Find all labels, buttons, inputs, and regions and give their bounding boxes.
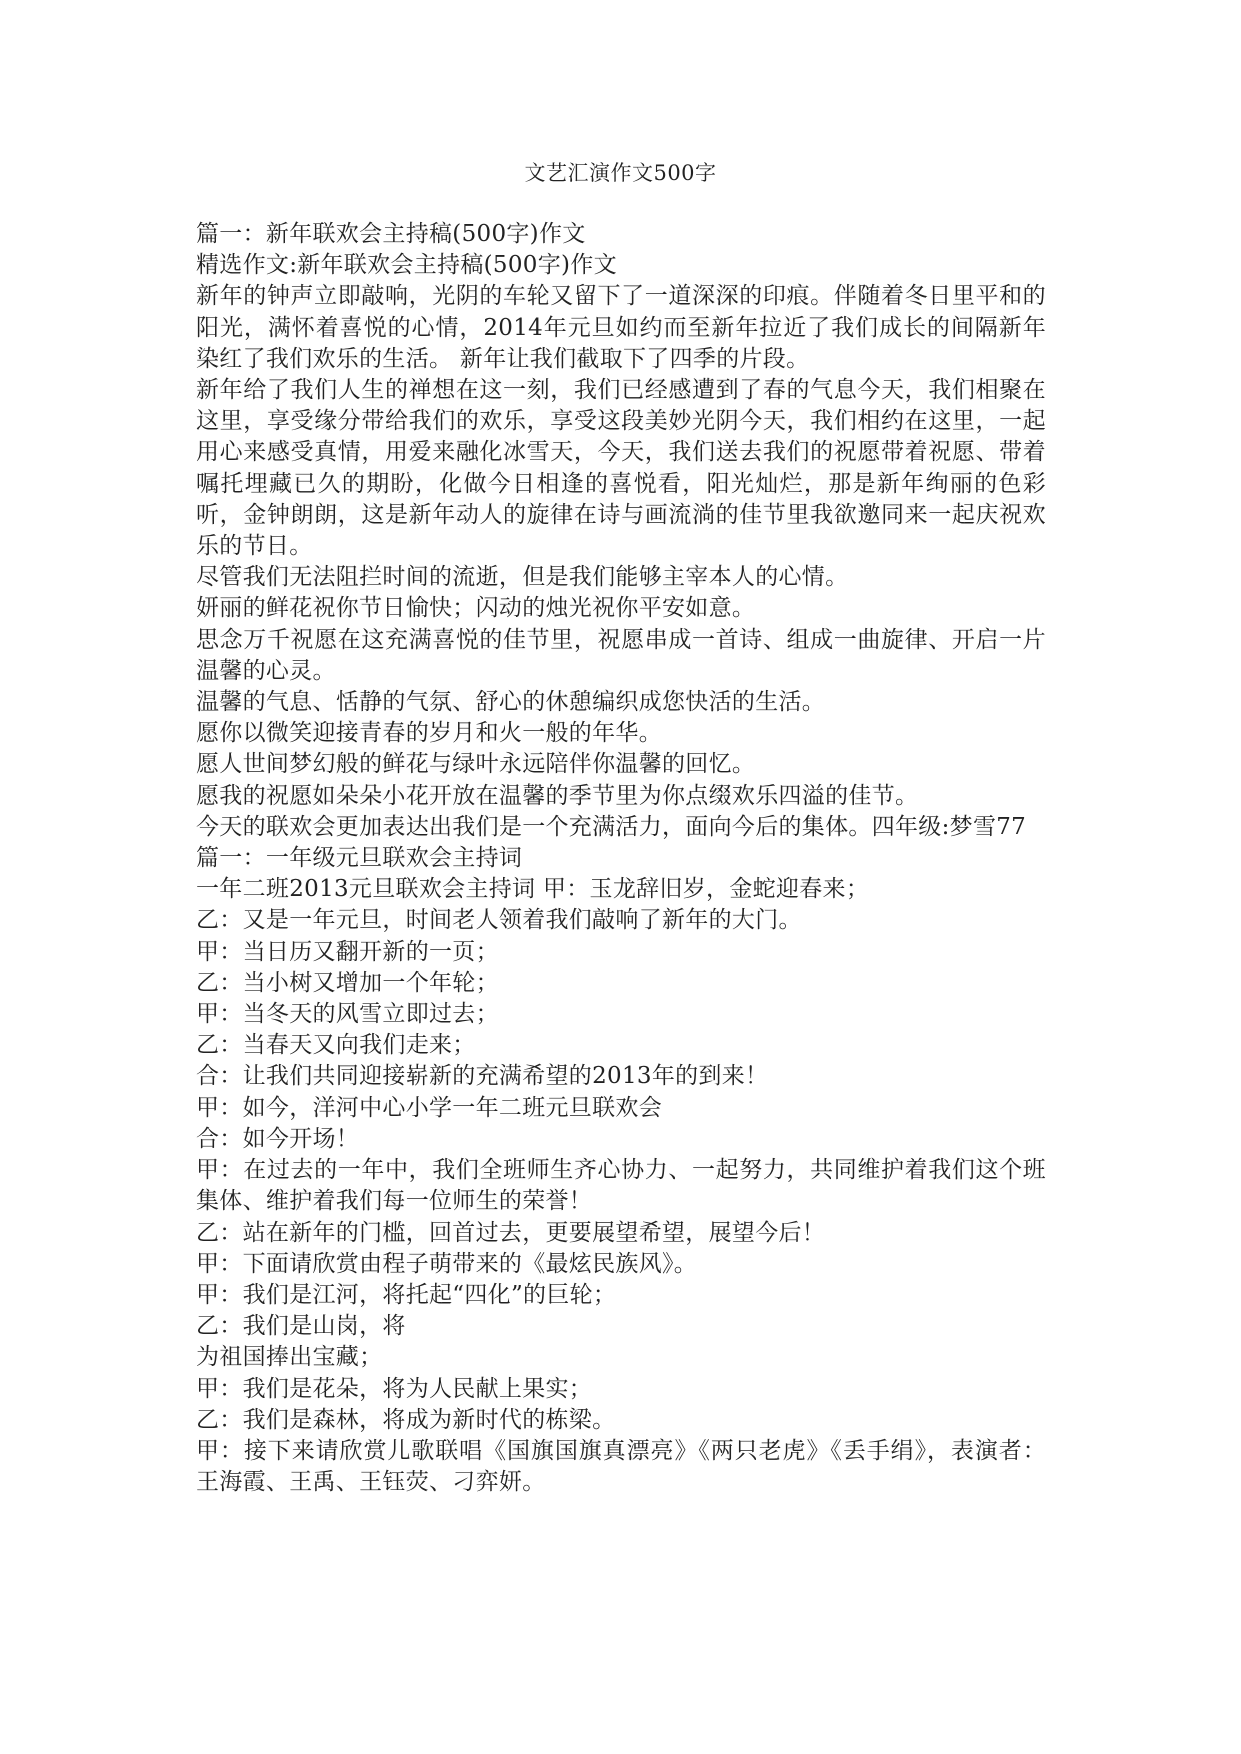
body-paragraph: 乙：站在新年的门槛，回首过去，更要展望希望，展望今后！ (196, 1219, 826, 1246)
body-paragraph: 篇一：新年联欢会主持稿(500字)作文 (196, 221, 586, 247)
body-paragraph: 愿我的祝愿如朵朵小花开放在温馨的季节里为你点缀欢乐四溢的佳节。 (196, 782, 919, 809)
body-paragraph: 甲：在过去的一年中，我们全班师生齐心协力、一起努力，共同维护着我们这个班集体、维护着我们每一位师生的荣誉！ (196, 1157, 1046, 1215)
body-paragraph: 愿你以微笑迎接青春的岁月和火一般的年华。 (196, 720, 662, 747)
document-body (196, 219, 1046, 1498)
body-paragraph: 为祖国捧出宝藏； (196, 1344, 383, 1371)
body-paragraph: 乙：我们是山岗，将 (196, 1313, 406, 1340)
document-title: 文艺汇演作文500字 (524, 161, 717, 185)
body-paragraph: 乙：我们是森林，将成为新时代的栋梁。 (196, 1406, 616, 1433)
body-paragraph: 一年二班2013元旦联欢会主持词 甲：玉龙辞旧岁，金蛇迎春来； (196, 876, 870, 903)
body-paragraph: 乙：当春天又向我们走来； (196, 1032, 476, 1059)
body-paragraph: 乙：又是一年元旦，时间老人领着我们敲响了新年的大门。 (196, 907, 802, 934)
body-paragraph: 合：让我们共同迎接崭新的充满希望的2013年的到来！ (196, 1063, 769, 1090)
body-paragraph: 思念万千祝愿在这充满喜悦的佳节里，祝愿串成一首诗、组成一曲旋律、开启一片温馨的心灵。 (196, 626, 1046, 684)
body-paragraph: 甲：当冬天的风雪立即过去； (196, 1001, 499, 1028)
body-paragraph: 甲：我们是江河，将托起“四化”的巨轮； (196, 1281, 617, 1308)
body-paragraph: 今天的联欢会更加表达出我们是一个充满活力，面向今后的集体。四年级:梦雪77 (196, 813, 1027, 840)
body-paragraph: 甲：我们是花朵，将为人民献上果实； (196, 1375, 593, 1402)
body-paragraph: 甲：接下来请欣赏儿歌联唱《国旗国旗真漂亮》《两只老虎》《丢手绢》，表演者：王海霞、王禹、王钰荧、刁弈妍。 (196, 1437, 1046, 1496)
body-paragraph: 妍丽的鲜花祝你节日愉快；闪动的烛光祝你平安如意。 (196, 595, 756, 622)
body-paragraph: 合：如今开场！ (196, 1125, 360, 1152)
body-paragraph: 甲：当日历又翻开新的一页； (196, 938, 499, 965)
body-paragraph: 甲：如今，洋河中心小学一年二班元旦联欢会 (196, 1094, 662, 1121)
body-paragraph: 温馨的气息、恬静的气氛、舒心的休憩编织成您快活的生活。 (196, 689, 826, 716)
body-paragraph: 甲：下面请欣赏由程子萌带来的《最炫民族风》。 (196, 1250, 698, 1277)
body-paragraph: 新年给了我们人生的禅想在这一刻，我们已经感遭到了春的气息今天，我们相聚在这里，享受缘分带给我们的欢乐，享受这段美妙光阴今天，我们相约在这里，一起用心来感受真情，用爱来融化冰雪天，今天，我们送去我们的祝愿带着祝愿、带着嘱托埋藏已久的期盼，化做今日相逢的喜悦看，阳光灿烂，那是新年绚丽的色彩听，金钟朗朗，这是新年动人的旋律在诗与画流淌的佳节里我欲邀同来一起庆祝欢乐的节日。 (196, 377, 1046, 560)
body-paragraph: 乙：当小树又增加一个年轮； (196, 969, 499, 996)
body-paragraph: 篇一：一年级元旦联欢会主持词 (196, 845, 523, 872)
body-paragraph: 尽管我们无法阻拦时间的流逝，但是我们能够主宰本人的心情。 (196, 564, 849, 591)
body-paragraph: 愿人世间梦幻般的鲜花与绿叶永远陪伴你温馨的回忆。 (196, 751, 756, 778)
body-paragraph: 精选作文:新年联欢会主持稿(500字)作文 (196, 252, 617, 279)
body-paragraph: 新年的钟声立即敲响，光阴的车轮又留下了一道深深的印痕。伴随着冬日里平和的阳光，满怀着喜悦的心情，2014年元旦如约而至新年拉近了我们成长的间隔新年染红了我们欢乐的生活。 新年让我们截取下了四季的片段。 (196, 283, 1046, 372)
